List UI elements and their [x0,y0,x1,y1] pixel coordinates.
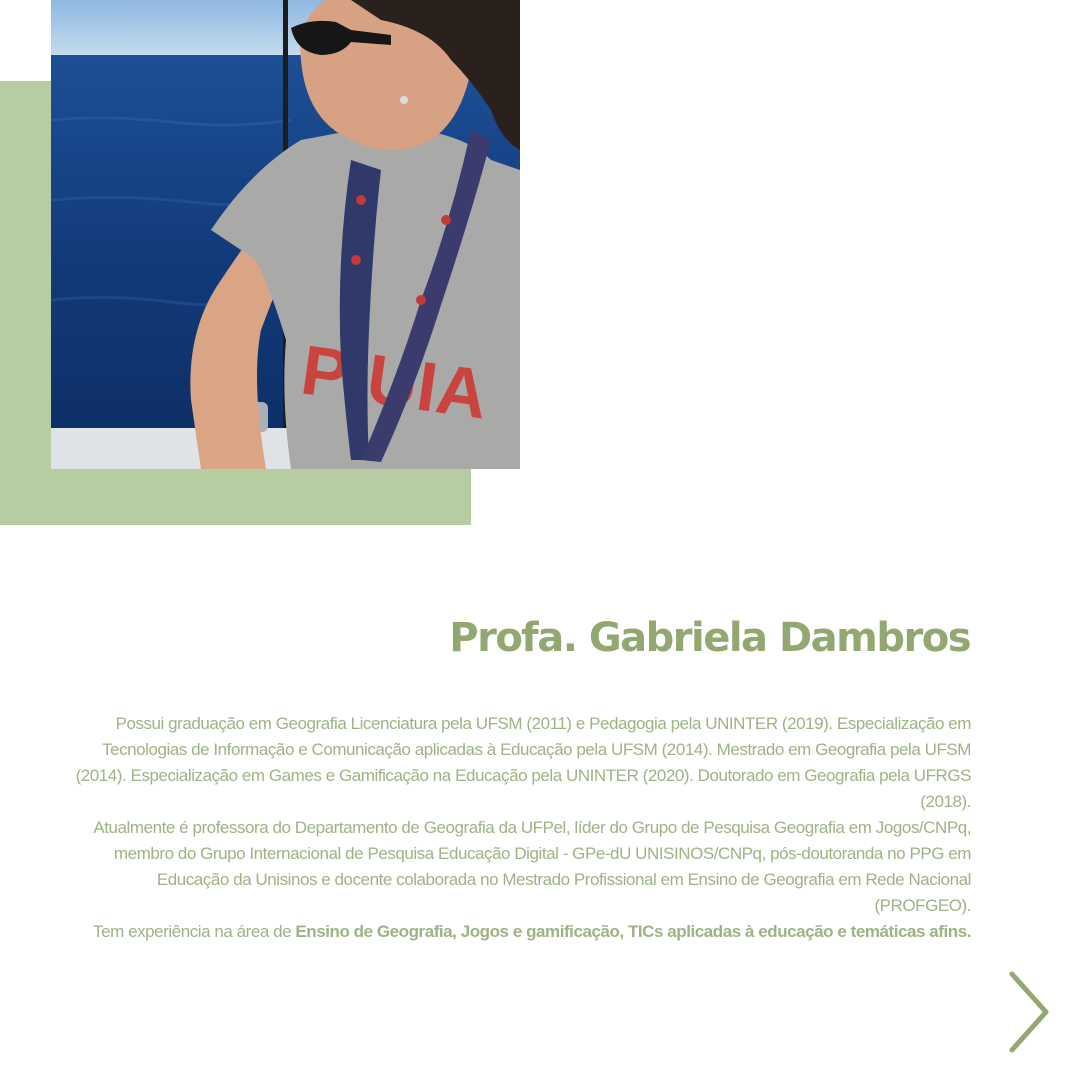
chevron-right-icon [1004,970,1054,1054]
bio-paragraph-current-role: Atualmente é professora do Departamento de Geografia da UFPel, líder do Grupo de Pesquisa Geografia em Jogos/CNPq, membro do Grupo Internacional de Pesquisa Educação Digital - GPe-dU UNISINOS/CNPq, pós-doutoranda no PPG em Educação da Unisinos e docente colaborada no Mestrado Profissional em Ensino de Geografia em Rede Nacional (PROFGEO). [93,818,971,915]
bio-expertise-areas: Ensino de Geografia, Jogos e gamificação, TICs aplicadas à educação e temáticas afins. [295,922,971,941]
profile-photo [51,0,520,469]
next-slide-button[interactable] [1004,970,1054,1054]
biography [71,711,971,945]
bio-paragraph-expertise [71,919,971,945]
bio-paragraph-education: Possui graduação em Geografia Licenciatura pela UFSM (2011) e Pedagogia pela UNINTER (2019). Especialização em Tecnologias de Informação e Comunicação aplicadas à Educação pela UFSM (2014). Mestrado em Geografia pela UFSM (2014). Especialização em Games e Gamificação na Educação pela UNINTER (2020). Doutorado em Geografia pela UFRGS (2018). [75,714,971,811]
bio-expertise-prefix: Tem experiência na área de [93,922,296,941]
profile-name: Profa. Gabriela Dambros [449,615,970,661]
